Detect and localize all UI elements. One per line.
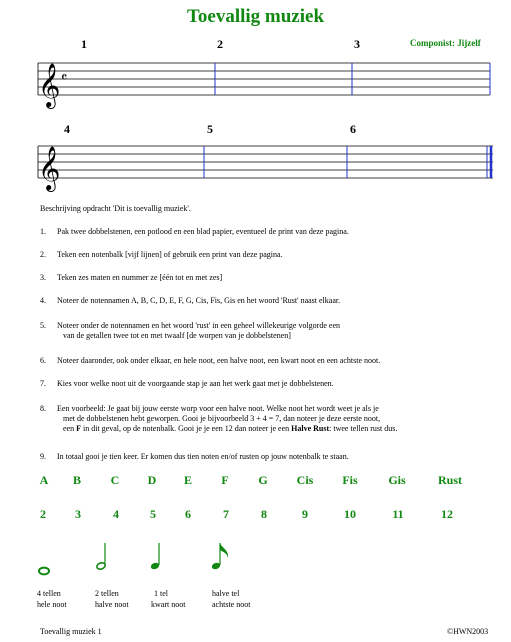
note-name: A [39, 473, 49, 487]
composer-label: Componist: Jijzelf [410, 38, 481, 48]
note-name: E [183, 473, 192, 487]
measure-number: 4 [64, 122, 70, 136]
dice-number: 12 [441, 507, 453, 521]
dice-number: 4 [113, 507, 119, 521]
half-note-icon [96, 543, 106, 570]
dice-number: 7 [223, 507, 229, 521]
measure-number: 5 [207, 122, 213, 136]
note-name: D [147, 473, 157, 487]
page-title: Toevallig muziek [186, 6, 325, 27]
staff-1 [38, 63, 490, 109]
note-name: G [258, 473, 268, 487]
staff-2 [38, 146, 493, 192]
note-name: Gis [388, 473, 406, 487]
note-name: Rust [437, 473, 462, 487]
duration-label: 4 tellen hele noot [37, 589, 67, 609]
duration-label: 2 tellen halve noot [95, 589, 129, 609]
whole-note-icon [39, 568, 49, 575]
dice-number: 3 [75, 507, 81, 521]
dice-number: 2 [40, 507, 46, 521]
note-name: F [221, 473, 229, 487]
treble-clef-icon: 𝄞 [38, 63, 61, 107]
note-name: C [110, 473, 120, 487]
quarter-note-icon [150, 543, 160, 570]
footer-copyright: ©HWN2003 [447, 627, 489, 636]
note-name: Fis [342, 473, 358, 487]
measure-number: 1 [81, 37, 87, 51]
assignment-intro: Beschrijving opdracht 'Dit is toevallig muziek'. [40, 204, 191, 213]
common-time-icon: 𝄴 [61, 70, 68, 86]
measure-number: 3 [354, 37, 360, 51]
dice-number: 11 [392, 507, 404, 521]
footer-title: Toevallig muziek 1 [40, 627, 102, 636]
treble-clef-icon: 𝄞 [38, 146, 61, 190]
measure-number: 6 [350, 122, 356, 136]
music-staves [0, 0, 511, 200]
dice-number: 5 [150, 507, 156, 521]
dice-number: 6 [185, 507, 191, 521]
dice-number: 9 [302, 507, 308, 521]
dice-number: 10 [344, 507, 356, 521]
dice-number: 8 [261, 507, 267, 521]
duration-label: 1 tel kwart noot [151, 589, 186, 609]
measure-number: 2 [217, 37, 223, 51]
duration-label: halve tel achtste noot [212, 589, 251, 609]
eighth-note-icon [211, 543, 228, 570]
note-name: B [72, 473, 81, 487]
note-name: Cis [296, 473, 314, 487]
note-symbols [0, 535, 511, 585]
